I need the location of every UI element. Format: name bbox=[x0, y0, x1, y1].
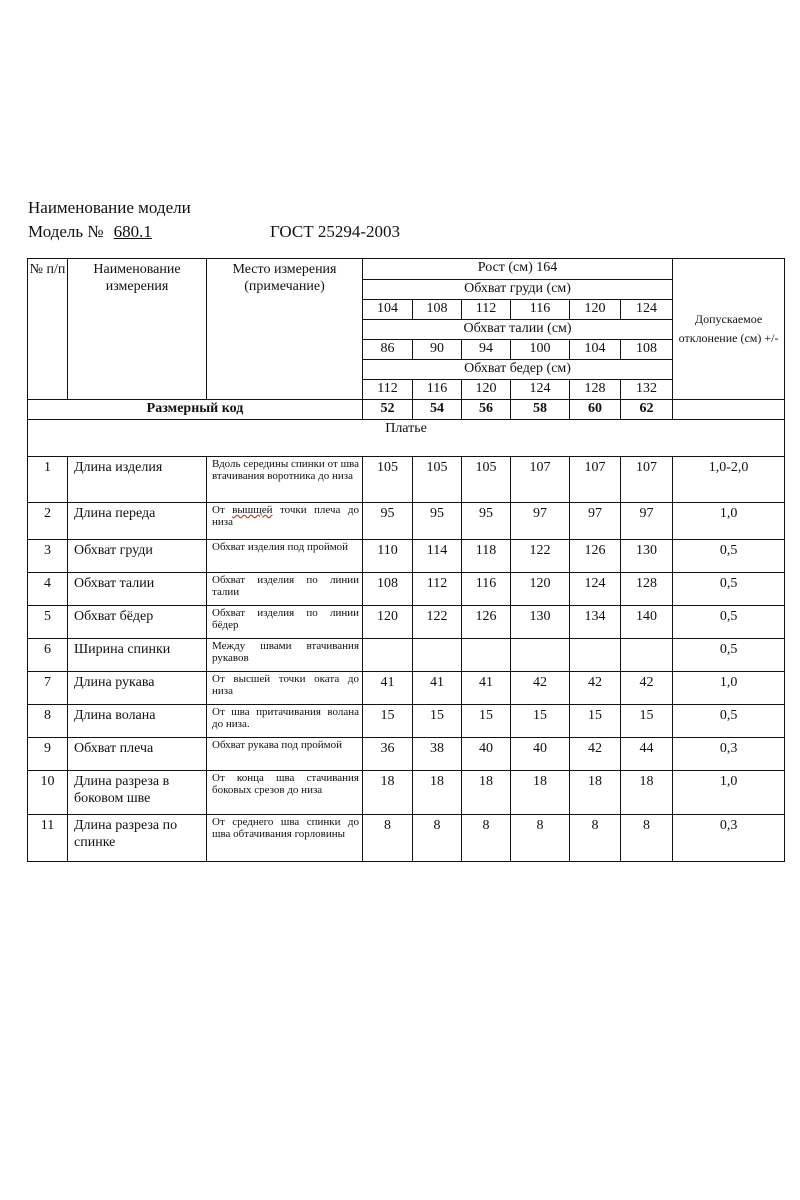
size-code-label: Размерный код bbox=[28, 400, 363, 420]
size-value: 95 bbox=[462, 503, 511, 540]
chest-value: 104 bbox=[363, 300, 413, 320]
size-value: 105 bbox=[413, 457, 462, 503]
size-value: 116 bbox=[462, 573, 511, 606]
measurement-name: Длина разреза по спинке bbox=[68, 815, 207, 862]
size-value: 44 bbox=[621, 738, 673, 771]
table-row bbox=[28, 672, 785, 705]
waist-value: 100 bbox=[511, 340, 570, 360]
measurement-name: Ширина спинки bbox=[68, 639, 207, 672]
measurement-name: Обхват груди bbox=[68, 540, 207, 573]
measurement-name: Обхват талии bbox=[68, 573, 207, 606]
size-value: 42 bbox=[621, 672, 673, 705]
size-value: 114 bbox=[413, 540, 462, 573]
size-value: 126 bbox=[462, 606, 511, 639]
chest-value: 112 bbox=[462, 300, 511, 320]
tolerance-value: 1,0-2,0 bbox=[673, 457, 785, 503]
hips-value: 124 bbox=[511, 380, 570, 400]
table-row bbox=[28, 606, 785, 639]
model-number: 680.1 bbox=[113, 222, 152, 241]
hips-value: 128 bbox=[570, 380, 621, 400]
size-code: 62 bbox=[621, 400, 673, 420]
row-number: 1 bbox=[28, 457, 68, 503]
measurement-place bbox=[207, 503, 363, 540]
size-value: 130 bbox=[621, 540, 673, 573]
tolerance-value: 0,3 bbox=[673, 815, 785, 862]
measurement-name: Длина волана bbox=[68, 705, 207, 738]
size-value: 107 bbox=[621, 457, 673, 503]
size-value: 15 bbox=[413, 705, 462, 738]
size-value: 42 bbox=[570, 672, 621, 705]
size-value: 107 bbox=[511, 457, 570, 503]
table-row bbox=[28, 457, 785, 503]
size-value: 38 bbox=[413, 738, 462, 771]
waist-value: 104 bbox=[570, 340, 621, 360]
size-code: 52 bbox=[363, 400, 413, 420]
size-value: 18 bbox=[511, 771, 570, 815]
size-code: 60 bbox=[570, 400, 621, 420]
col-header-name: Наименование измерения bbox=[68, 259, 207, 400]
table-row bbox=[28, 639, 785, 672]
size-code: 56 bbox=[462, 400, 511, 420]
size-value: 128 bbox=[621, 573, 673, 606]
size-value bbox=[413, 639, 462, 672]
size-value: 122 bbox=[511, 540, 570, 573]
size-value: 18 bbox=[462, 771, 511, 815]
waist-value: 108 bbox=[621, 340, 673, 360]
size-value: 18 bbox=[570, 771, 621, 815]
measurement-name: Длина переда bbox=[68, 503, 207, 540]
row-number: 5 bbox=[28, 606, 68, 639]
size-code: 54 bbox=[413, 400, 462, 420]
size-value: 15 bbox=[462, 705, 511, 738]
size-value: 8 bbox=[621, 815, 673, 862]
row-number: 4 bbox=[28, 573, 68, 606]
size-value: 36 bbox=[363, 738, 413, 771]
measurement-place: Обхват изделия по линии бёдер bbox=[207, 606, 363, 639]
size-code: 58 bbox=[511, 400, 570, 420]
size-value: 97 bbox=[621, 503, 673, 540]
size-value: 40 bbox=[462, 738, 511, 771]
row-number: 11 bbox=[28, 815, 68, 862]
note-text: От bbox=[212, 504, 233, 516]
size-value: 120 bbox=[511, 573, 570, 606]
row-number: 8 bbox=[28, 705, 68, 738]
table-row bbox=[28, 771, 785, 815]
measurement-name: Обхват бёдер bbox=[68, 606, 207, 639]
size-value: 15 bbox=[621, 705, 673, 738]
size-value bbox=[570, 639, 621, 672]
chest-value: 116 bbox=[511, 300, 570, 320]
section-row bbox=[28, 420, 785, 457]
size-value bbox=[363, 639, 413, 672]
size-value: 97 bbox=[570, 503, 621, 540]
tolerance-value: 0,5 bbox=[673, 606, 785, 639]
size-value: 95 bbox=[413, 503, 462, 540]
size-value: 118 bbox=[462, 540, 511, 573]
size-value: 126 bbox=[570, 540, 621, 573]
hips-value: 120 bbox=[462, 380, 511, 400]
measurement-place: От среднего шва спинки до шва обтачивания горловины bbox=[207, 815, 363, 862]
gost-standard: ГОСТ 25294-2003 bbox=[270, 222, 401, 241]
size-value bbox=[621, 639, 673, 672]
measurement-name: Длина разреза в боковом шве bbox=[68, 771, 207, 815]
model-name-label: Наименование модели bbox=[28, 198, 191, 217]
size-value: 15 bbox=[570, 705, 621, 738]
tolerance-value: 1,0 bbox=[673, 771, 785, 815]
table-row bbox=[28, 540, 785, 573]
size-value: 110 bbox=[363, 540, 413, 573]
row-number: 10 bbox=[28, 771, 68, 815]
size-value: 15 bbox=[511, 705, 570, 738]
col-header-num: № п/п bbox=[28, 259, 68, 400]
size-value: 124 bbox=[570, 573, 621, 606]
measurement-place: От шва притачивания волана до низа. bbox=[207, 705, 363, 738]
size-value: 42 bbox=[511, 672, 570, 705]
measurement-place: От высшей точки оката до низа bbox=[207, 672, 363, 705]
size-value: 8 bbox=[570, 815, 621, 862]
tolerance-value: 0,5 bbox=[673, 705, 785, 738]
size-value: 105 bbox=[363, 457, 413, 503]
waist-value: 90 bbox=[413, 340, 462, 360]
table-row bbox=[28, 573, 785, 606]
tolerance-header: Допускаемое отклонение (см) +/- bbox=[673, 259, 785, 400]
tolerance-value: 0,5 bbox=[673, 639, 785, 672]
tolerance-value: 0,3 bbox=[673, 738, 785, 771]
measurement-table bbox=[27, 258, 785, 862]
size-value: 41 bbox=[462, 672, 511, 705]
section-title: Платье bbox=[28, 420, 785, 457]
hips-header: Обхват бедер (см) bbox=[363, 360, 673, 380]
table-row bbox=[28, 738, 785, 771]
size-value: 41 bbox=[363, 672, 413, 705]
size-value: 122 bbox=[413, 606, 462, 639]
note-text: точки плеча до низа bbox=[212, 504, 359, 528]
size-value: 120 bbox=[363, 606, 413, 639]
size-value: 105 bbox=[462, 457, 511, 503]
size-code-row bbox=[28, 400, 785, 420]
waist-value: 86 bbox=[363, 340, 413, 360]
size-value: 95 bbox=[363, 503, 413, 540]
chest-value: 108 bbox=[413, 300, 462, 320]
table-row bbox=[28, 815, 785, 862]
row-number: 2 bbox=[28, 503, 68, 540]
measurement-place: Обхват рукава под проймой bbox=[207, 738, 363, 771]
row-number: 7 bbox=[28, 672, 68, 705]
size-value: 8 bbox=[511, 815, 570, 862]
tolerance-value: 0,5 bbox=[673, 540, 785, 573]
size-value: 41 bbox=[413, 672, 462, 705]
size-value: 108 bbox=[363, 573, 413, 606]
table-row bbox=[28, 705, 785, 738]
size-value bbox=[511, 639, 570, 672]
chest-value: 120 bbox=[570, 300, 621, 320]
size-value: 18 bbox=[621, 771, 673, 815]
size-value: 8 bbox=[462, 815, 511, 862]
tolerance-value: 0,5 bbox=[673, 573, 785, 606]
size-value: 8 bbox=[363, 815, 413, 862]
size-value: 18 bbox=[363, 771, 413, 815]
size-value bbox=[462, 639, 511, 672]
size-value: 107 bbox=[570, 457, 621, 503]
measurement-place: Вдоль середины спинки от шва втачивания воротника до низа bbox=[207, 457, 363, 503]
waist-header: Обхват талии (см) bbox=[363, 320, 673, 340]
chest-value: 124 bbox=[621, 300, 673, 320]
size-value: 8 bbox=[413, 815, 462, 862]
tolerance-value: 1,0 bbox=[673, 503, 785, 540]
measurement-name: Длина изделия bbox=[68, 457, 207, 503]
model-line bbox=[28, 222, 448, 242]
size-value: 140 bbox=[621, 606, 673, 639]
size-value: 112 bbox=[413, 573, 462, 606]
waist-value: 94 bbox=[462, 340, 511, 360]
hips-value: 112 bbox=[363, 380, 413, 400]
col-header-place: Место измерения (примечание) bbox=[207, 259, 363, 400]
row-number: 3 bbox=[28, 540, 68, 573]
size-value: 97 bbox=[511, 503, 570, 540]
row-number: 6 bbox=[28, 639, 68, 672]
size-value: 40 bbox=[511, 738, 570, 771]
tolerance-value: 1,0 bbox=[673, 672, 785, 705]
hips-value: 116 bbox=[413, 380, 462, 400]
measurement-name: Обхват плеча bbox=[68, 738, 207, 771]
row-number: 9 bbox=[28, 738, 68, 771]
table-row bbox=[28, 503, 785, 540]
size-value: 15 bbox=[363, 705, 413, 738]
size-value: 130 bbox=[511, 606, 570, 639]
measurement-place: От конца шва стачивания боковых срезов до низа bbox=[207, 771, 363, 815]
chest-header: Обхват груди (см) bbox=[363, 280, 673, 300]
hips-value: 132 bbox=[621, 380, 673, 400]
model-label: Модель № bbox=[28, 222, 104, 241]
measurement-name: Длина рукава bbox=[68, 672, 207, 705]
height-header: Рост (см) 164 bbox=[363, 259, 673, 280]
size-value: 134 bbox=[570, 606, 621, 639]
measurement-place: Обхват изделия по линии талии bbox=[207, 573, 363, 606]
measurement-place: Между швами втачивания рукавов bbox=[207, 639, 363, 672]
spellcheck-word: вышщей bbox=[232, 504, 273, 516]
size-value: 42 bbox=[570, 738, 621, 771]
size-value: 18 bbox=[413, 771, 462, 815]
measurement-place: Обхват изделия под проймой bbox=[207, 540, 363, 573]
